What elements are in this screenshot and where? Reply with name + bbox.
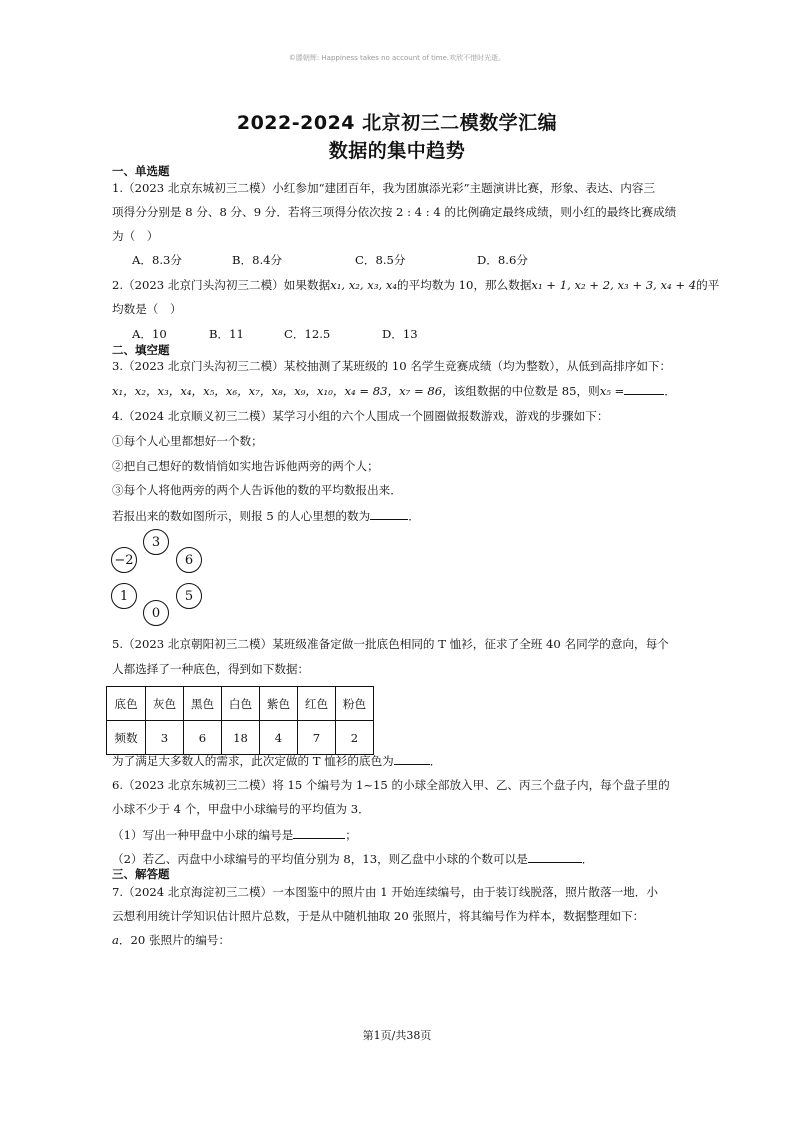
q4-step1: ①每个人心里都想好一个数； — [112, 434, 263, 448]
circle-number: 3 — [143, 529, 169, 555]
document-title: 2022-2024 北京初三二模数学汇编 — [236, 112, 558, 134]
table-cell: 6 — [184, 721, 222, 755]
q2-option-b: B．11 — [209, 327, 244, 341]
q6-part1 — [112, 826, 357, 843]
q6-line1: 6.（2023 北京东城初三二模）将 15 个编号为 1~15 的小球全部放入甲、乙、丙三个盘子内，每个盘子里的 — [112, 778, 670, 792]
q3-ask: x₅ = — [599, 384, 625, 398]
q5-question: 为了满足大多数人的需求，此次定做的 T 恤衫的底色为 — [112, 754, 394, 768]
table-cell: 黑色 — [184, 687, 222, 721]
q2-prefix: 2.（2023 北京门头沟初三二模）如果数据 — [112, 278, 331, 292]
circle-number: −2 — [111, 547, 137, 573]
table-cell: 4 — [260, 721, 298, 755]
q1-line3: 为（ ） — [112, 229, 159, 243]
q6-part1-text: （1）写出一种甲盘中小球的编号是 — [112, 828, 294, 842]
q1-line2: 项得分分别是 8 分、8 分、9 分．若将三项得分依次按 2 : 4 : 4 的比例确定最终成绩，则小红的最终比赛成绩 — [112, 205, 677, 219]
q3-rest: 该组数据的中位数是 85，则 — [453, 384, 600, 398]
q2-data-set: x₁, x₂, x₃, x₄ — [330, 278, 398, 292]
q3-line2 — [112, 382, 676, 399]
section-heading-single-choice: 一、单选题 — [112, 164, 170, 178]
q7-line1: 7.（2024 北京海淀初三二模）一本图鉴中的照片由 1 开始连续编号，由于装订线脱落，照片散落一地．小 — [112, 885, 658, 899]
q3-given: x₄ = 83，x₇ = 86， — [344, 384, 454, 398]
q5-line1: 5.（2023 北京朝阳初三二模）某班级准备定做一批底色相同的 T 恤衫，征求了全班 40 名同学的意向，每个 — [112, 637, 669, 651]
section-heading-fill-blank: 二、填空题 — [112, 343, 170, 357]
q3-vars: x₁，x₂，x₃，x₄，x₅，x₆，x₇，x₈，x₉，x₁₀， — [112, 384, 345, 398]
q1-option-b: B．8.4分 — [232, 253, 283, 267]
table-cell: 底色 — [107, 687, 146, 721]
table-cell: 3 — [146, 721, 184, 755]
q6-part2-text: （2）若乙、丙盘中小球编号的平均值分别为 8，13，则乙盘中小球的个数可以是 — [112, 852, 528, 866]
q1-option-c: C．8.5分 — [355, 253, 406, 267]
q3-end: ． — [664, 384, 676, 398]
section-heading-answer: 三、解答题 — [112, 867, 170, 881]
q5-end: ． — [429, 754, 442, 768]
circle-number: 1 — [111, 583, 137, 609]
q1-line1: 1.（2023 北京东城初三二模）小红参加“建团百年，我为团旗添光彩”主题演讲比赛，形象、表达、内容三 — [112, 181, 656, 195]
table-cell: 白色 — [222, 687, 260, 721]
q7-line3-text: ．20 张照片的编号： — [118, 933, 231, 947]
q4-ask-text: 若报出来的数如图所示，则报 5 的人心里想的数为 — [112, 509, 371, 523]
document-subtitle: 数据的集中趋势 — [328, 140, 466, 162]
q2-line1 — [112, 277, 719, 293]
circle-number: 0 — [143, 600, 169, 626]
q5-line3 — [112, 752, 441, 769]
table-cell: 18 — [222, 721, 260, 755]
q6-part2 — [112, 850, 593, 867]
table-cell: 灰色 — [146, 687, 184, 721]
table-cell: 频数 — [107, 721, 146, 755]
table-cell: 2 — [336, 721, 374, 755]
q4-step3: ③每个人将他两旁的两个人告诉他的数的平均数报出来． — [112, 483, 402, 497]
q6-part1-end: ； — [345, 828, 357, 842]
table-cell: 红色 — [298, 687, 336, 721]
q3-answer-blank[interactable] — [624, 382, 664, 395]
q4-step2: ②把自己想好的数悄悄如实地告诉他两旁的两个人； — [112, 459, 379, 473]
frequency-table — [106, 686, 374, 755]
q6-line2: 小球不少于 4 个，甲盘中小球编号的平均值为 3． — [112, 802, 370, 816]
q4-ask-end: ． — [408, 509, 420, 523]
q2-data-set2: x₁ + 1, x₂ + 2, x₃ + 3, x₄ + 4 — [531, 278, 697, 292]
q7-line3 — [112, 932, 230, 948]
q7-label-a: a — [112, 933, 119, 947]
table-row — [107, 721, 374, 755]
q5-answer-blank[interactable] — [394, 752, 430, 765]
page-footer: 第1页/共38页 — [362, 1029, 432, 1042]
table-cell: 紫色 — [260, 687, 298, 721]
q3-line1: 3.（2023 北京门头沟初三二模）某校抽测了某班级的 10 名学生竞赛成绩（均为整数），从低到高排序如下： — [112, 359, 672, 373]
q2-option-a: A．10 — [132, 327, 167, 341]
q2-option-d: D．13 — [382, 327, 418, 341]
q6-part2-end: ． — [581, 852, 594, 866]
q4-line1: 4.（2024 北京顺义初三二模）某学习小组的六个人围成一个圆圈做报数游戏，游戏的步骤如下： — [112, 409, 609, 423]
q1-option-d: D．8.6分 — [477, 253, 528, 267]
q6-part1-blank[interactable] — [293, 826, 345, 839]
q2-suffix: 的平 — [696, 278, 720, 292]
table-row — [107, 687, 374, 721]
q2-line2: 均数是（ ） — [112, 302, 182, 316]
q2-mid: 的平均数为 10，那么数据 — [397, 278, 532, 292]
table-cell: 粉色 — [336, 687, 374, 721]
q6-part2-blank[interactable] — [528, 850, 582, 863]
q5-line2: 人都选择了一种底色，得到如下数据： — [112, 662, 310, 676]
circle-number: 5 — [176, 583, 202, 609]
q2-option-c: C．12.5 — [284, 327, 331, 341]
circle-number: 6 — [176, 547, 202, 573]
table-cell: 7 — [298, 721, 336, 755]
q4-ask — [112, 507, 420, 524]
q7-line2: 云想利用统计学知识估计照片总数，于是从中随机抽取 20 张照片，将其编号作为样本，数据整理如下： — [112, 909, 645, 923]
watermark: ©滕朝辉: Happiness takes no account of time.欢欣不惜时光逝。 — [288, 54, 506, 62]
q4-answer-blank[interactable] — [370, 507, 408, 520]
q1-option-a: A．8.3分 — [132, 253, 182, 267]
